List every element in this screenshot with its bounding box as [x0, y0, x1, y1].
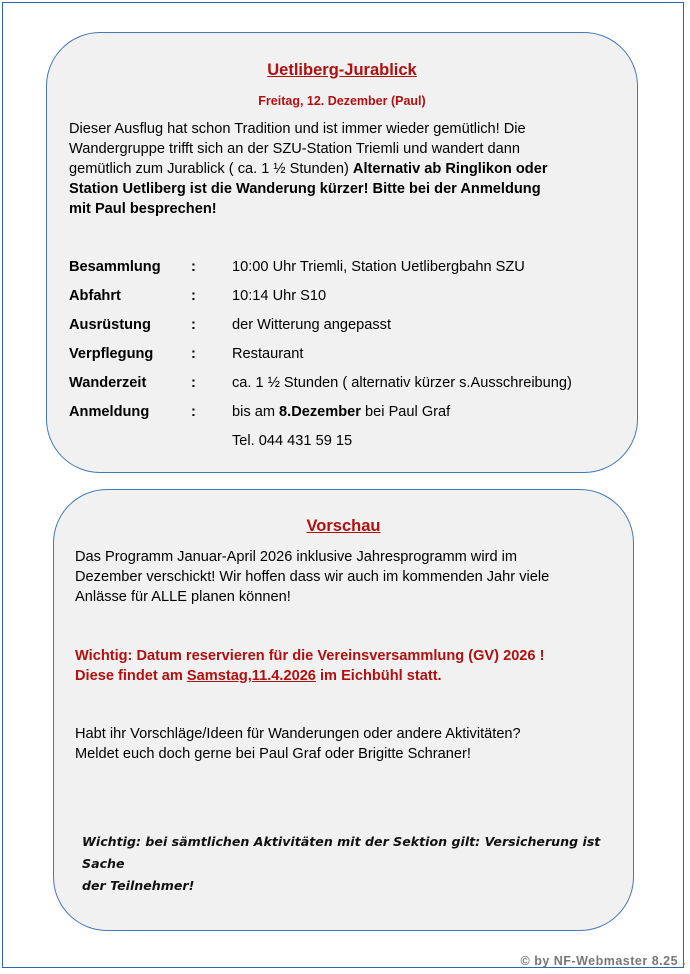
note-line: der Teilnehmer! — [82, 878, 195, 893]
detail-colon: : — [191, 317, 196, 333]
detail-label: Verpflegung — [69, 346, 154, 362]
detail-value — [232, 402, 450, 422]
paragraph-line: Das Programm Januar-April 2026 inklusive Jahresprogramm wird im — [75, 549, 518, 565]
detail-label: Abfahrt — [69, 288, 121, 304]
suggestions-paragraph — [75, 724, 625, 764]
detail-colon: : — [191, 346, 196, 362]
detail-label: Wanderzeit — [69, 375, 147, 391]
detail-label: Besammlung — [69, 259, 161, 275]
copyright-footer: © by NF-Webmaster 8.25 . — [520, 954, 686, 968]
preview-card — [53, 489, 634, 931]
important-notice — [75, 646, 625, 686]
gv-date: Samstag,11.4.2026 — [186, 668, 316, 684]
anmeldung-pre: bis am — [232, 404, 280, 420]
note-line: Wichtig: bei sämtlichen Aktivitäten mit der Sektion gilt: Versicherung ist Sache — [82, 834, 601, 871]
preview-paragraph — [75, 547, 625, 607]
detail-colon: : — [191, 404, 196, 420]
event-date: Freitag, 12. Dezember (Paul) — [258, 94, 426, 108]
description-line: mit Paul besprechen! — [69, 201, 217, 217]
preview-title: Vorschau — [306, 517, 381, 535]
paragraph-line: Habt ihr Vorschläge/Ideen für Wanderungen oder andere Aktivitäten? — [75, 726, 521, 742]
notice-text: Diese findet am — [75, 668, 187, 684]
detail-colon: : — [191, 259, 196, 275]
event-title: Uetliberg-Jurablick — [267, 61, 417, 79]
detail-value: ca. 1 ½ Stunden ( alternativ kürzer s.Ausschreibung) — [232, 375, 572, 391]
event-card-uetliberg — [46, 32, 638, 473]
anmeldung-post: bei Paul Graf — [360, 404, 451, 420]
insurance-note — [82, 831, 612, 897]
detail-label: Anmeldung — [69, 404, 150, 420]
detail-label: Ausrüstung — [69, 317, 151, 333]
detail-value: 10:14 Uhr S10 — [232, 288, 327, 304]
detail-colon: : — [191, 288, 196, 304]
paragraph-line: Meldet euch doch gerne bei Paul Graf oder Brigitte Schraner! — [75, 746, 471, 762]
detail-value: der Witterung angepasst — [232, 317, 391, 333]
notice-line: Wichtig: Datum reservieren für die Vereinsversammlung (GV) 2026 ! — [75, 648, 545, 664]
detail-value: 10:00 Uhr Triemli, Station Uetlibergbahn SZU — [232, 259, 525, 275]
description-text: gemütlich zum Jurablick ( ca. 1 ½ Stunden) — [69, 161, 353, 177]
detail-value: Restaurant — [232, 346, 304, 362]
paragraph-line: Anlässe für ALLE planen können! — [75, 589, 291, 605]
description-line: Station Uetliberg ist die Wanderung kürzer! Bitte bei der Anmeldung — [69, 181, 541, 197]
paragraph-line: Dezember verschickt! Wir hoffen dass wir auch im kommenden Jahr viele — [75, 569, 550, 585]
description-line: Wandergruppe trifft sich an der SZU-Station Triemli und wandert dann — [69, 141, 521, 157]
notice-text: im Eichbühl statt. — [315, 668, 442, 684]
description-line — [69, 159, 629, 179]
anmeldung-deadline: 8.Dezember — [279, 404, 361, 420]
description-bold-text: Alternativ ab Ringlikon oder — [352, 161, 548, 177]
description-line: Dieser Ausflug hat schon Tradition und ist immer wieder gemütlich! Die — [69, 121, 526, 137]
event-description — [69, 119, 629, 219]
detail-colon: : — [191, 375, 196, 391]
phone-number: Tel. 044 431 59 15 — [232, 433, 353, 449]
notice-line — [75, 666, 625, 686]
